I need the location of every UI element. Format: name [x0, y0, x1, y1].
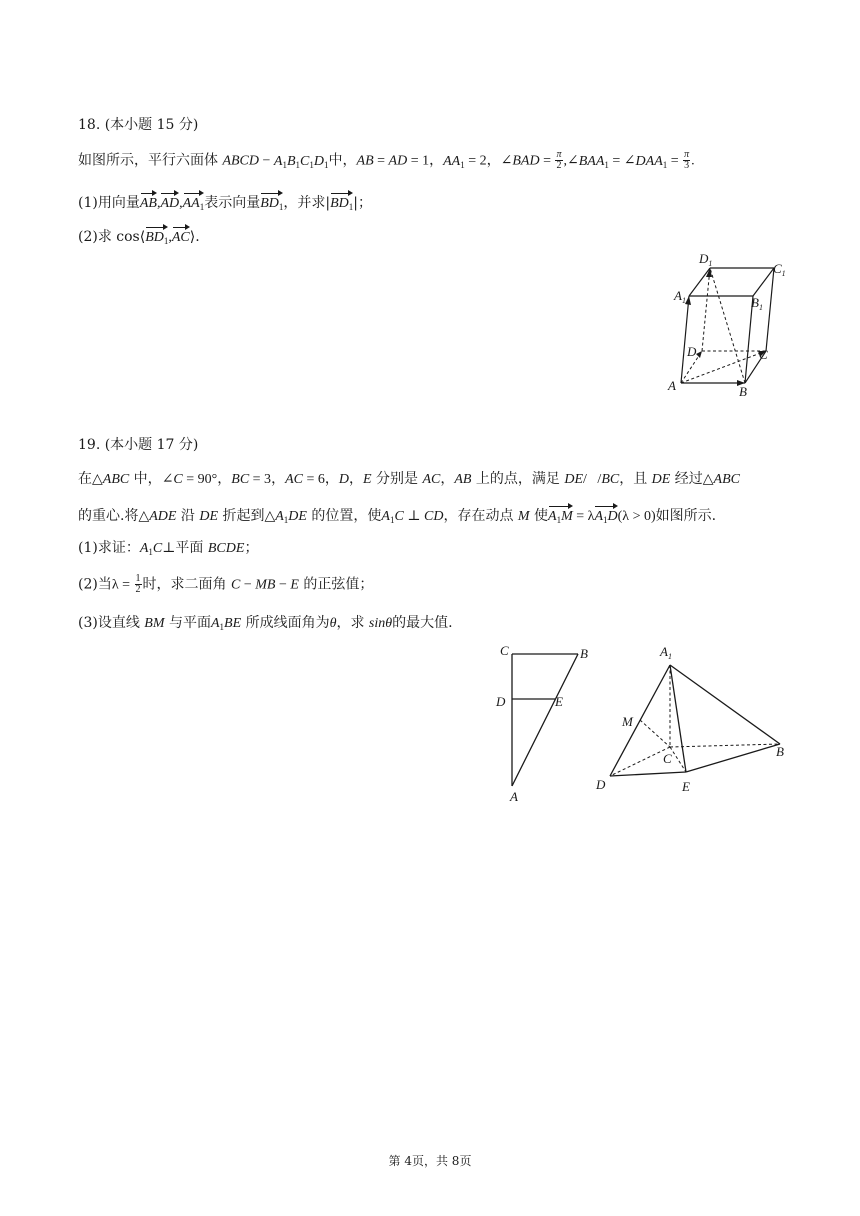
label-C: C [759, 347, 768, 362]
q18-header: 18. (本小题 15 分) [78, 117, 199, 133]
label-E: E [682, 779, 690, 794]
label-B: B [580, 646, 588, 661]
label-B: B [739, 384, 747, 399]
label-B1: $B_1$ [751, 295, 763, 312]
q19-part3: (3)设直线 BM 与平面$A_1BE$ 所成线面角为θ，求 sinθ的最大值. [78, 615, 453, 632]
q19-part1: (1)求证：$A_1C\perp$平面 BCDE； [78, 540, 259, 557]
label-E: E [555, 694, 563, 709]
label-D: D [687, 344, 697, 359]
q19-line2: 的重心.将△ADE 沿 DE 折起到$\triangle A_1DE$ 的位置，使$A_1C$ ⊥ CD，存在动点 M 使$A_1M = \lambda A_1D(\lambda > 0)$如图所示. [78, 505, 716, 529]
label-B: B [776, 744, 784, 759]
label-C: C [663, 751, 672, 766]
label-A1: $A_1$ [674, 288, 686, 305]
label-C1: $C_1$ [773, 261, 786, 278]
pyramid-figure [590, 640, 800, 800]
label-D: D [496, 694, 506, 709]
label-A: A [668, 378, 676, 393]
q18-intro: 如图所示，平行六面体 ABCD − $A_1B_1C_1D_1$中，AB = AD = 1，$AA_1 = 2$，∠BAD = $\frac{\pi}{2}$ $,\angle BAA_1$ = $\angle DAA_1$ = $\frac{\pi}{3}$ . [78, 149, 695, 171]
label-A: A [510, 789, 518, 804]
page-footer: 第 4页，共 8页 [388, 1154, 472, 1168]
q19-header: 19. (本小题 17 分) [78, 437, 199, 453]
q19-line1: 在△ABC 中，∠C = 90°，BC = 3，AC = 6，D，E 分别是 AC，AB 上的点，满足 DE/ /BC，且 DE 经过△ABC [78, 471, 740, 487]
label-D: D [596, 777, 606, 792]
label-A1: $A_1$ [660, 644, 672, 661]
q19-part2: (2)当λ = $\frac{1}{2}$ 时，求二面角 C − MB − E 的正弦值； [78, 573, 374, 595]
label-C: C [500, 643, 509, 658]
q18-part1: (1)用向量$AB,AD,AA_1$表示向量$BD_1$，并求$|BD_1|$； [78, 192, 372, 216]
label-D1: $D_1$ [699, 251, 713, 268]
parallelepiped-figure [660, 248, 800, 400]
q18-part2: (2)求 $\cos⟨BD_1,AC⟩$. [78, 226, 200, 250]
label-M: M [622, 714, 633, 729]
